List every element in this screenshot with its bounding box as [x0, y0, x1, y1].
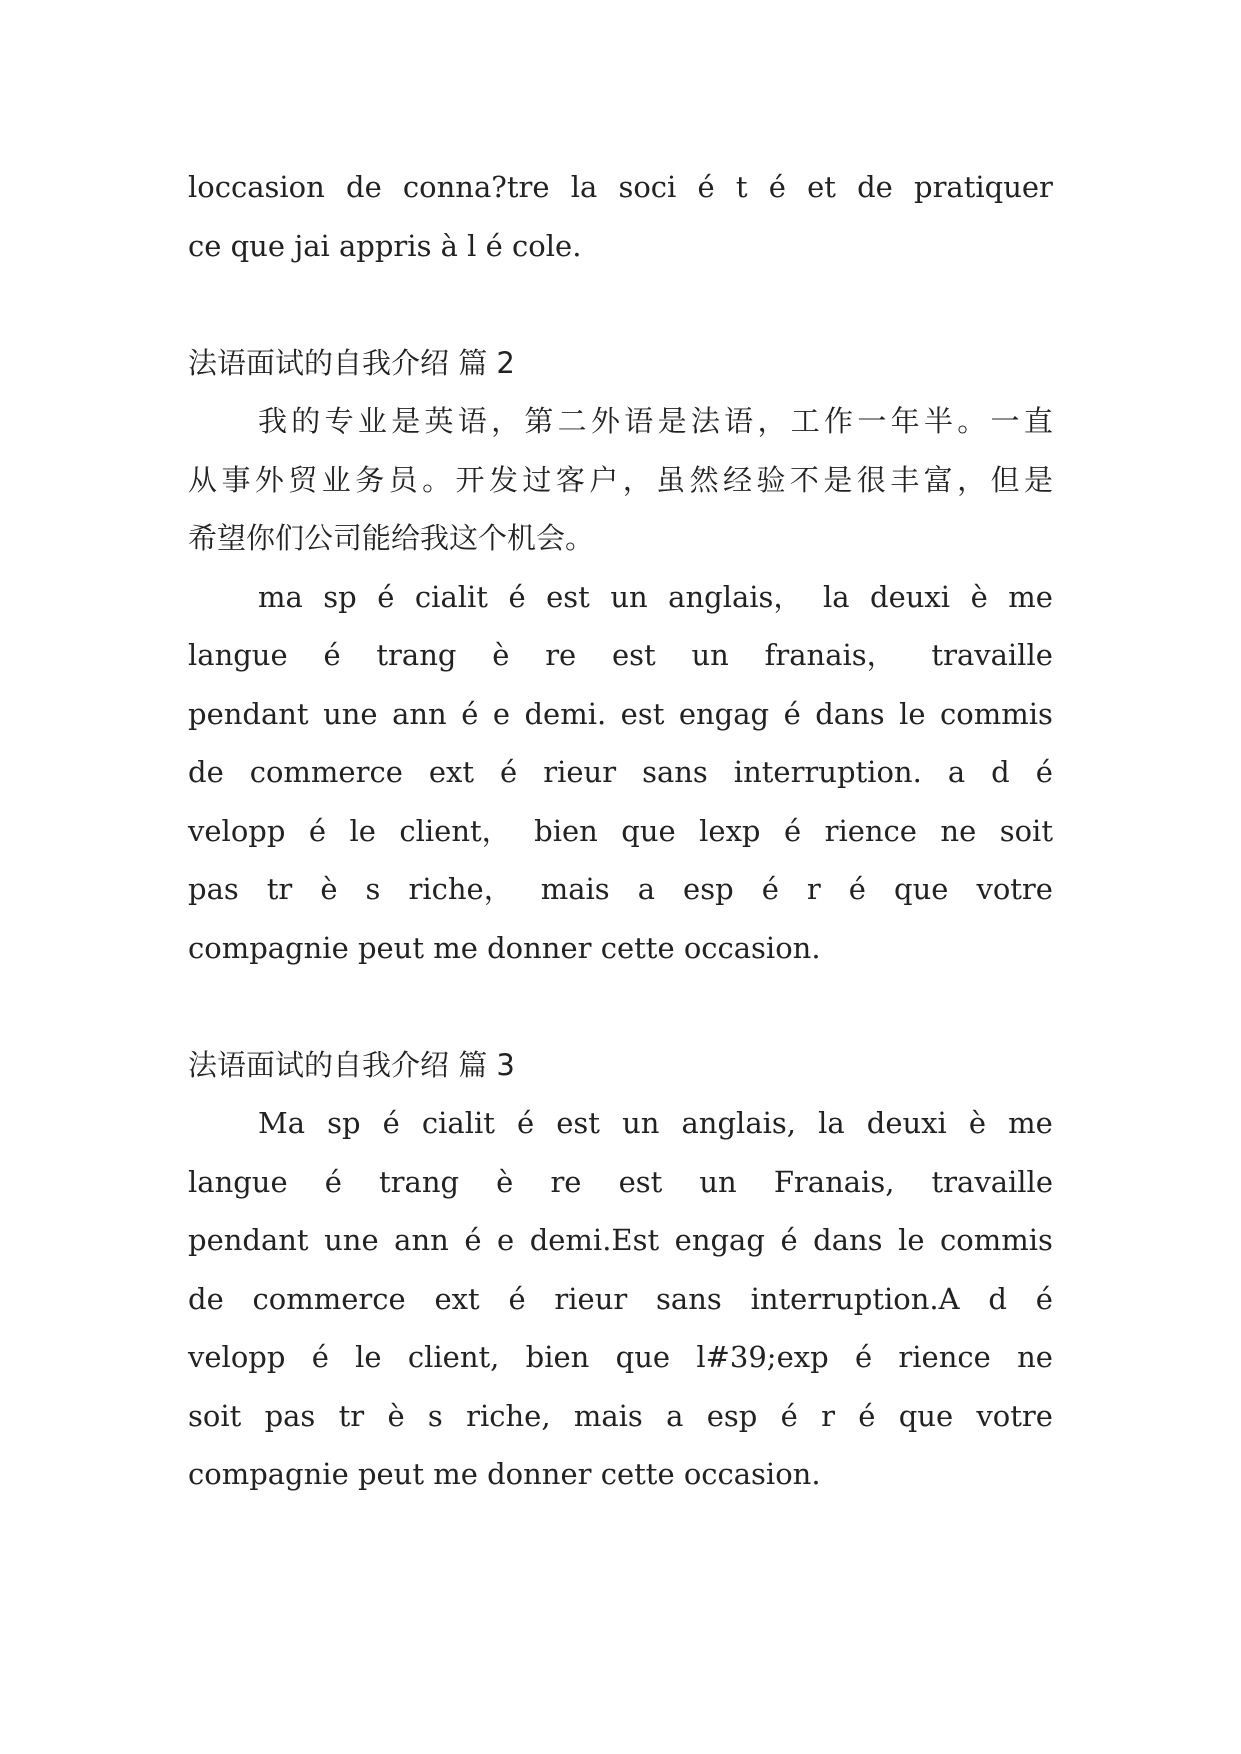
- word: rience: [898, 1340, 991, 1374]
- char: 但: [990, 462, 1020, 497]
- word: client,: [407, 1340, 500, 1374]
- word: lexp: [699, 813, 761, 848]
- intro-paragraph: [188, 158, 1053, 275]
- char: 一: [990, 404, 1020, 438]
- text-line: 希望你们公司能给我这个机会。: [188, 521, 595, 555]
- word: é: [761, 872, 779, 906]
- char: 业: [357, 404, 387, 438]
- char: 员: [388, 462, 418, 497]
- word: commerce: [252, 1281, 406, 1316]
- char: 贸: [288, 462, 318, 497]
- word: rieur: [543, 755, 617, 789]
- text-line: [188, 626, 1053, 685]
- char: 开: [455, 462, 485, 497]
- word: ann: [394, 1223, 449, 1257]
- text-line: [188, 1211, 1053, 1270]
- word: r: [806, 872, 821, 906]
- word: que: [898, 1398, 954, 1433]
- chinese-paragraph: [188, 392, 1053, 568]
- word: é: [858, 1398, 876, 1433]
- word: dans: [815, 696, 885, 731]
- word: ext: [434, 1281, 480, 1316]
- word: le: [899, 696, 926, 731]
- word: et: [807, 170, 836, 204]
- char: 丰: [890, 462, 920, 497]
- char: 英: [424, 404, 454, 438]
- word: pendant: [188, 696, 309, 731]
- char: 富: [923, 462, 953, 497]
- word: pas: [264, 1398, 316, 1433]
- word: é: [783, 813, 802, 848]
- word: un: [699, 1164, 737, 1199]
- char: 。: [957, 404, 987, 438]
- word: l#39;exp: [696, 1340, 829, 1374]
- char: 语: [624, 404, 654, 438]
- char: 第: [524, 404, 554, 438]
- document-body: [188, 158, 1053, 1504]
- word: langue: [188, 638, 288, 672]
- word: a: [947, 755, 966, 789]
- word: è: [320, 872, 338, 906]
- word: ne: [940, 813, 977, 848]
- word: r: [821, 1398, 835, 1433]
- text-line: [188, 743, 1053, 802]
- word: a: [637, 872, 656, 906]
- text-line: [188, 158, 1053, 217]
- char: 专: [324, 404, 354, 438]
- paragraph-gap: [188, 275, 1053, 334]
- word: dans: [813, 1223, 883, 1257]
- char: 是: [391, 404, 421, 438]
- word: e: [497, 1223, 515, 1257]
- text-line: compagnie peut me donner cette occasion.: [188, 1457, 821, 1491]
- word: mais: [540, 872, 610, 906]
- word: è: [496, 1164, 514, 1199]
- word: que: [894, 872, 949, 906]
- word: esp: [706, 1398, 758, 1433]
- word: votre: [976, 1398, 1053, 1433]
- word: demi.Est: [529, 1223, 660, 1257]
- word: riche，: [408, 872, 513, 906]
- word: est: [546, 579, 590, 614]
- char: 外: [254, 462, 284, 497]
- word: me: [1008, 1106, 1053, 1140]
- text-line: [188, 392, 1053, 451]
- word: rieur: [554, 1281, 628, 1316]
- word: client，: [399, 813, 511, 848]
- word: è: [968, 1106, 987, 1140]
- word: est: [612, 638, 656, 672]
- word: pendant: [188, 1223, 309, 1257]
- char: 发: [488, 462, 518, 497]
- char: 很: [856, 462, 886, 497]
- word: é: [1035, 1281, 1053, 1316]
- text-line: compagnie peut me donner cette occasion.: [188, 930, 821, 965]
- text-line: [188, 1270, 1053, 1329]
- word: é: [377, 579, 395, 614]
- word: de: [346, 170, 382, 204]
- word: cialit: [421, 1106, 495, 1140]
- word: interruption.A: [750, 1281, 960, 1316]
- text-line: [188, 1094, 1053, 1153]
- word: sans: [656, 1281, 722, 1316]
- char: 我: [258, 404, 288, 438]
- word: rience: [824, 813, 917, 848]
- word: un: [610, 579, 648, 614]
- char: 的: [291, 404, 321, 438]
- word: soci: [618, 170, 677, 204]
- word: la: [822, 579, 850, 614]
- word: est: [556, 1106, 600, 1140]
- word: tr: [338, 1398, 365, 1433]
- word: engag: [678, 696, 770, 731]
- word: é: [780, 1223, 798, 1257]
- word: é: [500, 755, 518, 789]
- word: t: [735, 170, 748, 204]
- word: é: [508, 579, 526, 614]
- word: que: [621, 813, 676, 848]
- word: anglais，: [668, 579, 803, 614]
- char: 然: [689, 462, 719, 497]
- word: riche,: [466, 1398, 551, 1433]
- word: a: [666, 1398, 684, 1433]
- word: deuxi: [870, 579, 951, 614]
- word: deuxi: [866, 1106, 947, 1140]
- word: s: [427, 1398, 443, 1433]
- char: 虽: [656, 462, 686, 497]
- word: è: [387, 1398, 405, 1433]
- word: é: [308, 813, 327, 848]
- word: è: [492, 638, 510, 672]
- word: ma: [258, 579, 303, 614]
- word: re: [545, 638, 577, 672]
- char: ，: [757, 404, 787, 438]
- word: ann: [392, 696, 447, 731]
- word: loccasion: [188, 170, 325, 204]
- word: de: [188, 755, 224, 789]
- char: 是: [1023, 462, 1053, 497]
- char: 年: [890, 404, 920, 438]
- word: cialit: [414, 579, 488, 614]
- char: 是: [657, 404, 687, 438]
- word: é: [1035, 755, 1053, 789]
- word: é: [464, 1223, 482, 1257]
- char: 过: [522, 462, 552, 497]
- word: franais，: [764, 638, 896, 672]
- section-3: [188, 1036, 1053, 1504]
- section-heading: 法语面试的自我介绍 篇 2: [188, 345, 515, 380]
- word: demi.: [524, 696, 607, 731]
- word: engag: [674, 1223, 765, 1257]
- word: é: [508, 1281, 526, 1316]
- word: de: [857, 170, 893, 204]
- word: velopp: [188, 1340, 286, 1374]
- word: re: [550, 1164, 582, 1199]
- char: 。: [422, 462, 452, 497]
- word: trang: [376, 638, 457, 672]
- text-line: [188, 685, 1053, 744]
- word: bien: [525, 1340, 590, 1374]
- char: 不: [789, 462, 819, 497]
- char: ，: [491, 404, 521, 438]
- char: 二: [557, 404, 587, 438]
- word: travaille: [931, 638, 1053, 672]
- word: ext: [428, 755, 475, 789]
- word: travaille: [931, 1164, 1053, 1199]
- word: soit: [188, 1398, 242, 1433]
- word: é: [382, 1106, 400, 1140]
- word: Ma: [258, 1106, 305, 1140]
- word: sp: [327, 1106, 361, 1140]
- word: une: [324, 1223, 379, 1257]
- word: é: [461, 696, 479, 731]
- char: 直: [1023, 404, 1053, 438]
- char: 业: [321, 462, 351, 497]
- word: Franais,: [773, 1164, 895, 1199]
- text-line: [188, 860, 1053, 919]
- word: anglais,: [681, 1106, 796, 1140]
- char: 一: [857, 404, 887, 438]
- char: 经: [723, 462, 753, 497]
- char: ，: [622, 462, 652, 497]
- text-line: [188, 451, 1053, 510]
- char: 务: [355, 462, 385, 497]
- french-paragraph: [188, 568, 1053, 978]
- text-line: [188, 1328, 1053, 1387]
- word: de: [188, 1281, 224, 1316]
- char: 客: [555, 462, 585, 497]
- word: une: [323, 696, 378, 731]
- word: le: [898, 1223, 925, 1257]
- word: ne: [1017, 1340, 1053, 1374]
- word: é: [783, 696, 801, 731]
- text-line: [188, 802, 1053, 861]
- char: 外: [590, 404, 620, 438]
- char: 作: [824, 404, 854, 438]
- word: la: [818, 1106, 845, 1140]
- char: 法: [690, 404, 720, 438]
- word: é: [324, 1164, 342, 1199]
- text-line: [188, 1153, 1053, 1212]
- word: bien: [534, 813, 598, 848]
- word: è: [970, 579, 988, 614]
- word: é: [768, 170, 786, 204]
- word: esp: [683, 872, 734, 906]
- word: d: [988, 1281, 1007, 1316]
- word: velopp: [188, 813, 286, 848]
- word: que: [615, 1340, 671, 1374]
- char: 事: [221, 462, 251, 497]
- word: é: [323, 638, 341, 672]
- word: le: [355, 1340, 382, 1374]
- word: la: [570, 170, 598, 204]
- word: commerce: [249, 755, 403, 789]
- french-paragraph: [188, 1094, 1053, 1504]
- word: un: [691, 638, 729, 672]
- word: é: [311, 1340, 329, 1374]
- word: commis: [940, 696, 1053, 731]
- char: 语: [457, 404, 487, 438]
- word: mais: [573, 1398, 643, 1433]
- char: 从: [188, 462, 218, 497]
- word: sp: [323, 579, 357, 614]
- section-heading: 法语面试的自我介绍 篇 3: [188, 1047, 515, 1082]
- word: conna?tre: [402, 170, 550, 204]
- word: interruption.: [733, 755, 922, 789]
- word: s: [365, 872, 381, 906]
- word: é: [697, 170, 715, 204]
- word: soit: [999, 813, 1053, 848]
- word: langue: [188, 1164, 288, 1199]
- word: pratiquer: [914, 170, 1053, 204]
- word: é: [854, 1340, 873, 1374]
- word: est: [618, 1164, 663, 1199]
- word: é: [780, 1398, 798, 1433]
- text-line: [188, 1387, 1053, 1446]
- word: commis: [940, 1223, 1053, 1257]
- word: trang: [379, 1164, 460, 1199]
- text-line: ce que jai appris à l é cole.: [188, 228, 582, 263]
- word: tr: [266, 872, 293, 906]
- word: é: [517, 1106, 535, 1140]
- word: le: [349, 813, 376, 848]
- char: 半: [923, 404, 953, 438]
- word: sans: [642, 755, 708, 789]
- word: me: [1008, 579, 1053, 614]
- char: 户: [589, 462, 619, 497]
- paragraph-gap: [188, 977, 1053, 1036]
- section-2: [188, 334, 1053, 978]
- word: pas: [188, 872, 239, 906]
- char: 语: [724, 404, 754, 438]
- word: d: [991, 755, 1010, 789]
- char: ，: [957, 462, 987, 497]
- char: 是: [823, 462, 853, 497]
- char: 工: [790, 404, 820, 438]
- char: 验: [756, 462, 786, 497]
- word: votre: [976, 872, 1053, 906]
- word: e: [492, 696, 510, 731]
- text-line: [188, 568, 1053, 627]
- word: é: [848, 872, 866, 906]
- word: un: [622, 1106, 660, 1140]
- word: est: [620, 696, 665, 731]
